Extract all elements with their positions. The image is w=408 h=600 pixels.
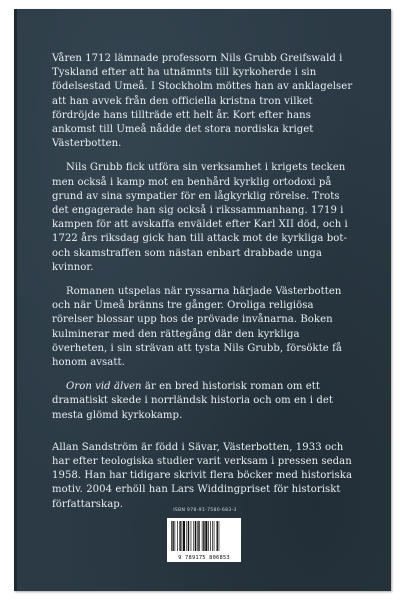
- blurb-paragraph-4-rest: är en bred historisk roman om ett dramatiskt skede i norrländsk historia och om en i det mesta glömd kyrkokamp.: [52, 381, 333, 421]
- cover-spine-edge: [14, 9, 17, 591]
- blurb-paragraph-1: Våren 1712 lämnade professorn Nils Grubb Greifswald i Tyskland efter att ha utnämnts till kyrkoherde i sin födelsestad Umeå. I Stockholm möttes han av anklagelser att han avvek från den officiella kristna tron vilket fördröjde hans tillträde ett helt år. Kort efter hans ankomst till Umeå nådde det stora nordiska kriget Västerbotten.: [52, 53, 353, 150]
- author-bio: Allan Sandström är född i Sävar, Västerbotten, 1933 och har efter teologiska studier varit verksam i pressen sedan 1958. Han har tidigare skrivit flera böcker med historiska motiv. 2004 erhöll han Lars Widdingpriset för historiskt författarskap.: [52, 441, 353, 510]
- barcode: [167, 518, 241, 562]
- barcode-bars: [167, 518, 241, 554]
- blurb-paragraph-2: Nils Grubb fick utföra sin verksamhet i krigets tecken men också i kamp mot en benhård kyrklig ortodoxi på grund av sina sympatier för en lågkyrklig rörelse. Trots det engagerade han sig också i rikssammanhang. 1719 i kampen för att avskaffa enväldet efter Karl XII död, och i 1722 års riksdag gick han till attack mot de kyrkliga bot- och skamstraffen som nästan enbart drabbade unga kvinnor.: [52, 162, 348, 273]
- blurb-paragraph-3: Romanen utspelas när ryssarna härjade Västerbotten och när Umeå bränns tre gånger. Oroliga religiösa rörelser blossar upp hos de prövade invånarna. Boken kulminerar med den rättegång där den kyrkliga överheten, i sin strävan att tysta Nils Grubb, försökte få honom avsatt.: [52, 286, 342, 369]
- blurb-text: [52, 52, 357, 522]
- blurb-paragraph-4: [52, 380, 357, 423]
- book-title-inline: Oron vid älven: [66, 381, 142, 393]
- isbn-label: ISBN 978-91-7580-683-3: [173, 508, 237, 513]
- barcode-number: 9 789175 806853: [178, 555, 230, 561]
